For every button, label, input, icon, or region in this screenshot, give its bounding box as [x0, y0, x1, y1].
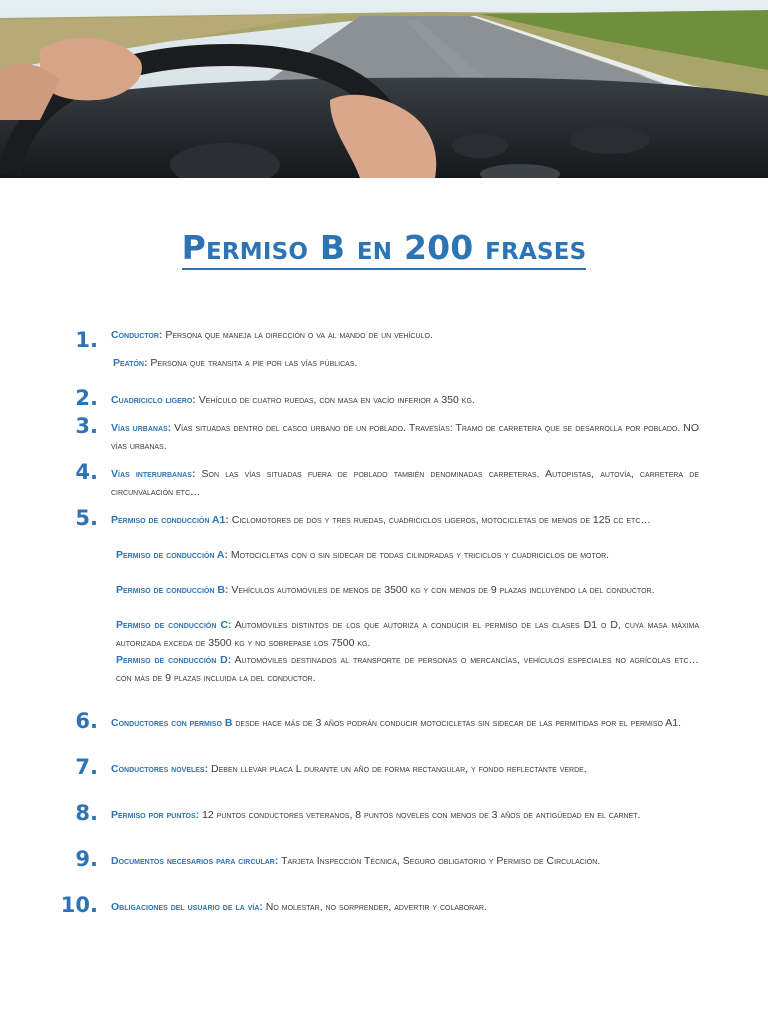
item-description: Persona que transita a pie por las vías públicas. — [147, 357, 358, 369]
item-description: Automóviles distintos de los que autoriza a conducir el permiso de las clases D1 o D, cuya masa máxima autorizada exceda de 3500 kg y no sobrepase los 7500 kg. — [116, 619, 699, 649]
item-term: Permiso por puntos: — [111, 809, 200, 821]
item-description: Tarjeta Inspección Técnica, Seguro obligatorio y Permiso de Circulación. — [278, 855, 601, 867]
item-number: 2. — [75, 386, 98, 410]
item-term: Conductores noveles: — [111, 763, 209, 775]
header-photo-driving — [0, 0, 768, 178]
item-term: Vías urbanas: — [111, 422, 172, 434]
item-number: 1. — [75, 328, 98, 352]
item-number: 9. — [75, 847, 98, 871]
item-term: Conductores con permiso B — [111, 717, 233, 729]
item-description: Vehículo de cuatro ruedas, con masa en vacío inferior a 350 kg. — [195, 394, 475, 406]
item-term: Cuadriciclo ligero: — [111, 394, 196, 406]
item-term: Obligaciones del usuario de la vía: — [111, 901, 263, 913]
item-description: 12 puntos conductores veteranos, 8 puntos noveles con menos de 3 años de antigüedad en el carnet. — [199, 809, 641, 821]
item-description: Automóviles destinados al transporte de personas o mercancías, vehículos especiales no agrícolas etc…con más de 9 plazas incluida la del conductor. — [116, 654, 699, 684]
item-term: Documentos necesarios para circular: — [111, 855, 279, 867]
item-number: 10. — [60, 893, 98, 917]
item-description: Vías situadas dentro del casco urbano de un poblado. Travesías: Tramo de carretera que se desarrolla por poblado. NO vías urbanas. — [111, 422, 699, 452]
item-description: Motocicletas con o sin sidecar de todas cilindradas y triciclos y cuadriciclos de motor. — [228, 549, 610, 561]
item-term: Permiso de conducción A: — [116, 549, 229, 561]
item-description: Vehículos automóviles de menos de 3500 kg y con menos de 9 plazas incluyendo la del conductor. — [228, 584, 655, 596]
item-term: Permiso de conducción D: — [116, 654, 232, 666]
item-description: No molestar, no sorprender, advertir y colaborar. — [262, 901, 487, 913]
item-number: 8. — [75, 801, 98, 825]
item-term: Permiso de conducción B: — [116, 584, 229, 596]
item-term: Peatón: — [113, 357, 148, 369]
item-term: Permiso de conducción A1: — [111, 514, 229, 526]
road-dashboard-illustration — [0, 0, 768, 178]
item-term: Permiso de conducción C: — [116, 619, 232, 631]
item-number: 3. — [75, 414, 98, 438]
page-title: Permiso B en 200 frases — [0, 228, 768, 267]
item-number: 5. — [75, 506, 98, 530]
item-number: 7. — [75, 755, 98, 779]
item-description: desde hace más de 3 años podrán conducir motocicletas sin sidecar de las permitidas por el permiso A1. — [232, 717, 682, 729]
item-description: Deben llevar placa L durante un año de forma rectangular, y fondo reflectante verde. — [208, 763, 587, 775]
item-term: Conductor: — [111, 329, 163, 341]
item-number: 6. — [75, 709, 98, 733]
item-number: 4. — [75, 460, 98, 484]
item-term: Vías interurbanas: — [111, 468, 196, 480]
item-description: Ciclomotores de dos y tres ruedas, cuadriciclos ligeros, motocicletas de menos de 125 cc etc… — [228, 514, 651, 526]
item-description: Son las vías situadas fuera de poblado también denominadas carreteras. Autopistas, autovía, carretera de circunvalación etc… — [111, 468, 699, 498]
item-description: Persona que maneja la dirección o va al mando de un vehículo. — [162, 329, 433, 341]
